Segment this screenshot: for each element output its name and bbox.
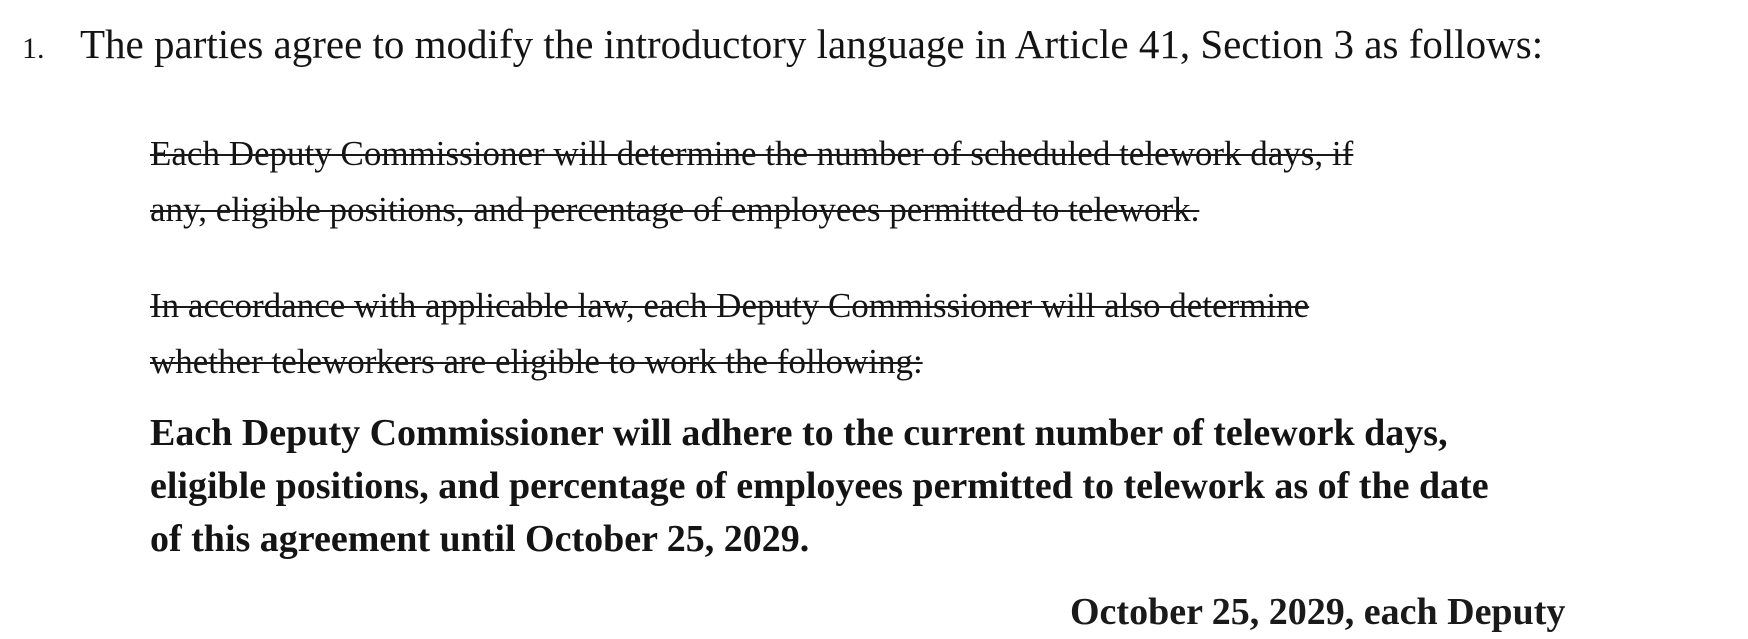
item-intro-text: The parties agree to modify the introductory language in Article 41, Section 3 as follows: — [80, 21, 1544, 67]
struck-line: whether teleworkers are eligible to work the following: — [150, 342, 923, 381]
struck-line: Each Deputy Commissioner will determine the number of scheduled telework days, if — [150, 134, 1354, 173]
bold-line: Each Deputy Commissioner will adhere to the current number of telework days, — [150, 412, 1448, 454]
item-number: 1. — [22, 32, 45, 65]
struck-paragraph-scheduled-telework — [150, 126, 1690, 238]
new-language-paragraph — [150, 407, 1690, 566]
struck-line: any, eligible positions, and percentage of employees permitted to telework. — [150, 190, 1200, 229]
cutoff-next-line — [150, 578, 1710, 633]
list-item-1 — [22, 18, 1722, 75]
bold-line: of this agreement until October 25, 2029. — [150, 518, 810, 560]
cutoff-text: October 25, 2029, each Deputy — [1070, 591, 1566, 633]
struck-paragraph-applicable-law — [150, 278, 1690, 390]
bold-line: eligible positions, and percentage of employees permitted to telework as of the date — [150, 465, 1489, 507]
struck-line: In accordance with applicable law, each Deputy Commissioner will also determine — [150, 286, 1310, 325]
